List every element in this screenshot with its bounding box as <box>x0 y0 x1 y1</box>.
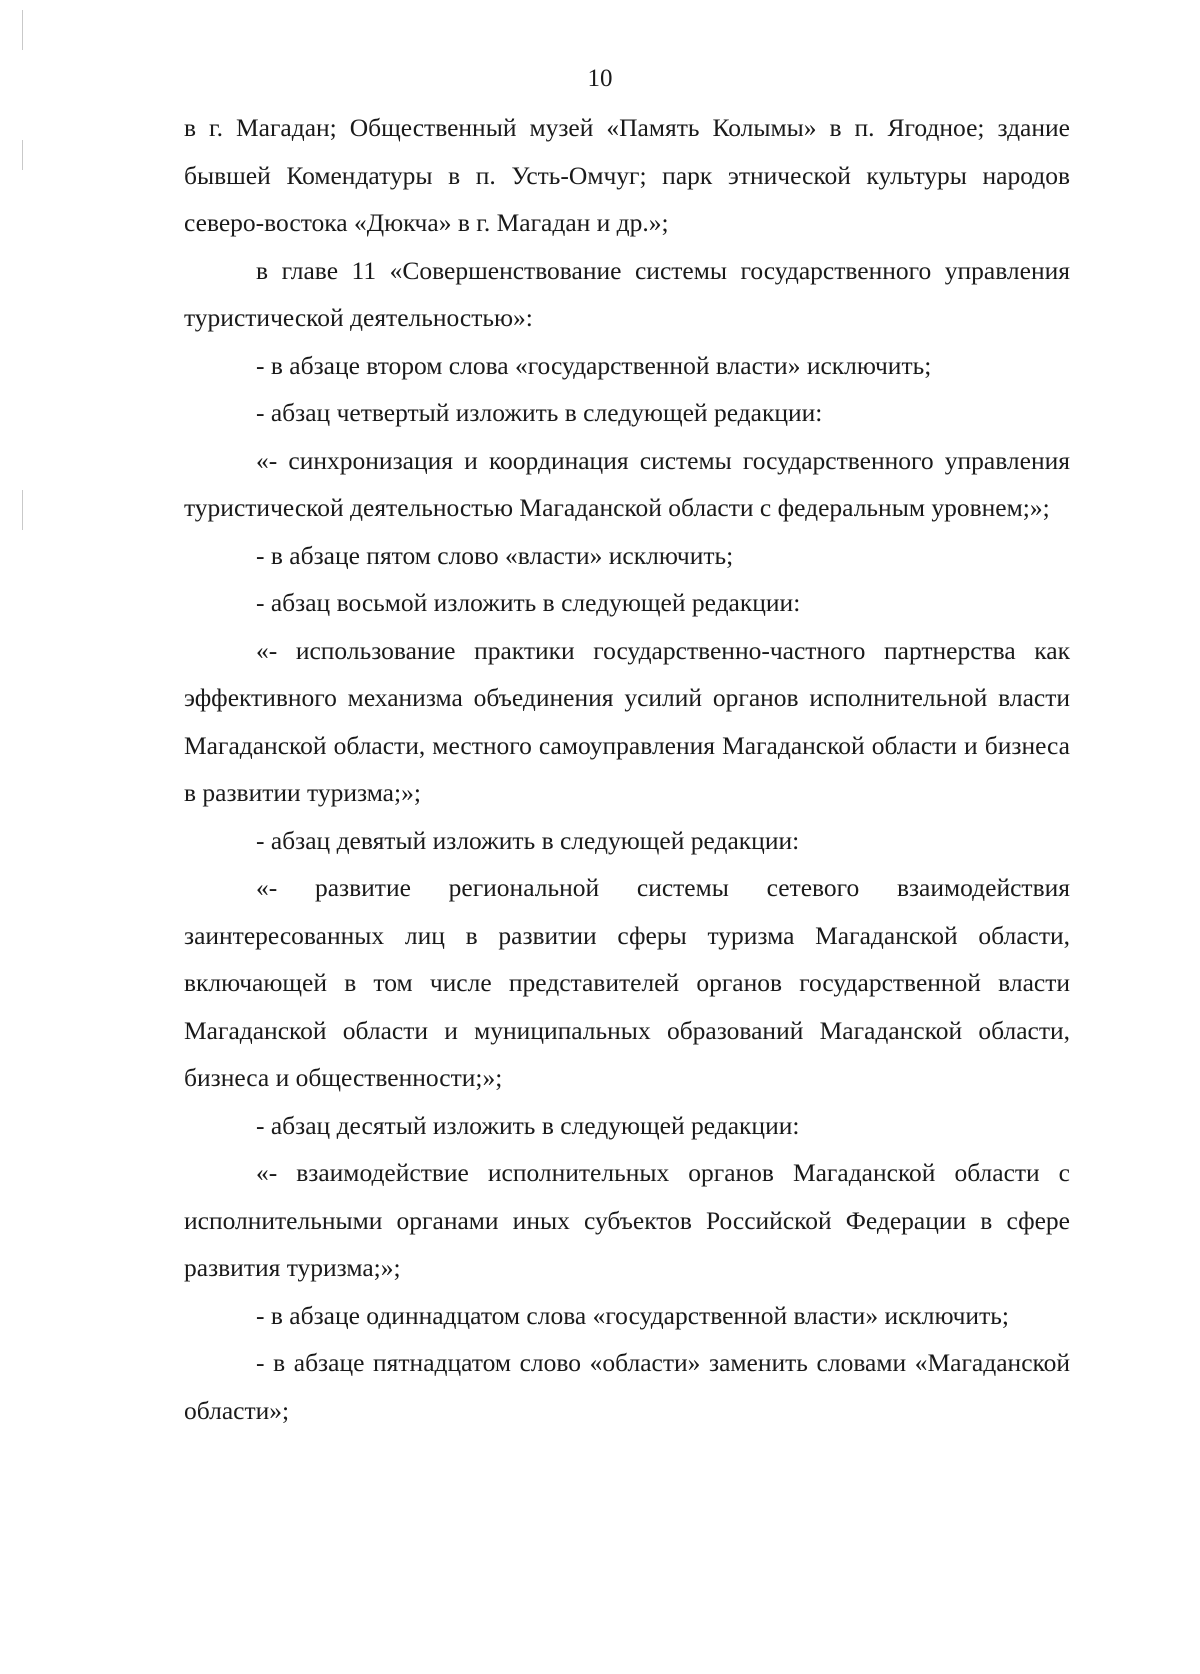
paragraph: «- развитие региональной системы сетевого взаимодействия заинтересованных лиц в развитии сферы туризма Магаданской области, включающей в том числе представителей органов государственной власти Магаданской области и муниципальных образований Магаданской области, бизнеса и общественности;»; <box>184 873 1070 1092</box>
paragraph: - в абзаце пятнадцатом слово «области» заменить словами «Магаданской области»; <box>184 1348 1070 1425</box>
paragraph: «- синхронизация и координация системы государственного управления туристической деятельностью Магаданской области с федеральным уровнем;»; <box>184 445 1070 522</box>
paragraph: - в абзаце пятом слово «власти» исключить; <box>256 540 734 570</box>
paragraph: - в абзаце одиннадцатом слова «государственной власти» исключить; <box>256 1300 1009 1330</box>
scan-edge-mark <box>22 10 23 50</box>
page-number: 10 <box>587 65 613 92</box>
paragraph: «- использование практики государственно-частного партнерства как эффективного механизма объединения усилий органов исполнительной власти Магаданской области, местного самоуправления Магаданской области и бизнеса в развитии туризма;»; <box>184 635 1070 807</box>
paragraph: - в абзаце втором слова «государственной власти» исключить; <box>256 350 932 380</box>
scan-edge-mark <box>22 490 23 530</box>
paragraph: в г. Магадан; Общественный музей «Память Колымы» в п. Ягодное; здание бывшей Комендатуры в п. Усть-Омчуг; парк этнической культуры народов северо-востока «Дюкча» в г. Магадан и др.»; <box>184 113 1070 237</box>
paragraph: в главе 11 «Совершенствование системы государственного управления туристической деятельностью»: <box>184 255 1070 332</box>
paragraph: - абзац девятый изложить в следующей редакции: <box>256 825 800 855</box>
paragraph: - абзац восьмой изложить в следующей редакции: <box>256 588 801 617</box>
scan-edge-mark <box>22 140 23 170</box>
paragraph: «- взаимодействие исполнительных органов Магаданской области с исполнительными органами иных субъектов Российской Федерации в сфере развития туризма;»; <box>184 1158 1070 1282</box>
paragraph: - абзац десятый изложить в следующей редакции: <box>256 1110 800 1140</box>
paragraph: - абзац четвертый изложить в следующей редакции: <box>256 398 823 427</box>
document-body <box>184 104 1070 1434</box>
